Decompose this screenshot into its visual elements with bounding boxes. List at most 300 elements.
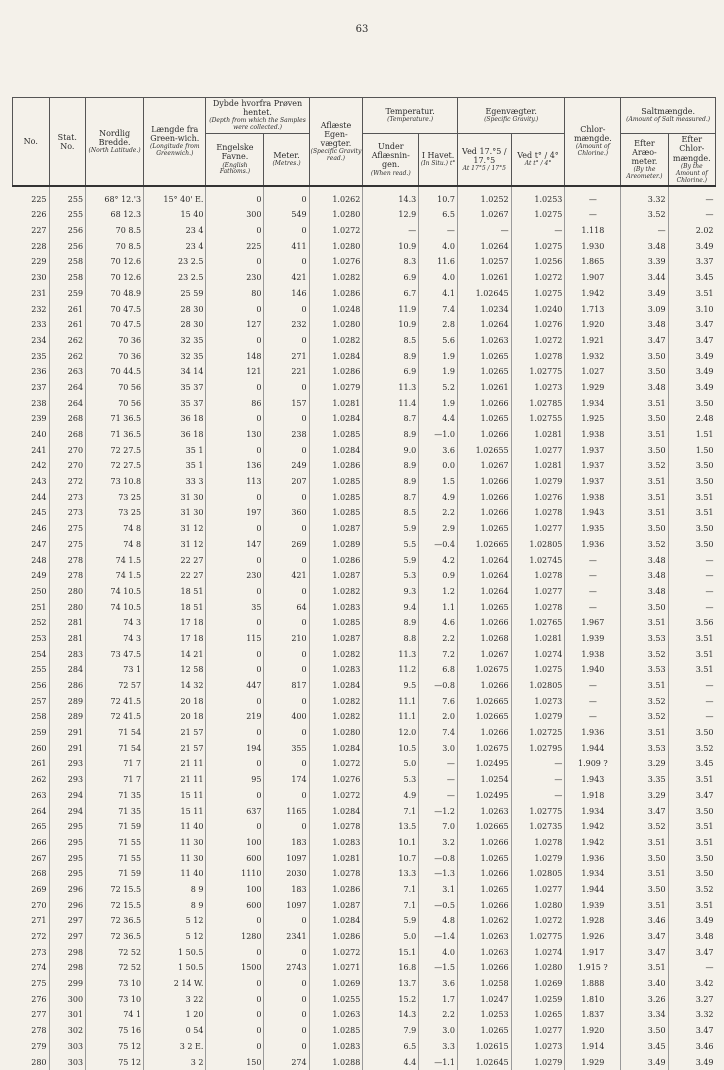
table-cell: — xyxy=(668,186,715,207)
table-cell: 275 xyxy=(49,521,86,537)
table-cell: 1.0266 xyxy=(457,489,511,505)
table-cell: 1.0265 xyxy=(457,850,511,866)
table-cell: 1.0248 xyxy=(309,301,363,317)
table-cell: 7.4 xyxy=(419,725,458,741)
table-cell: 1.0265 xyxy=(457,364,511,380)
table-cell: 1.0280 xyxy=(511,897,565,913)
table-cell: 148 xyxy=(206,348,264,364)
table-cell: 74 8 xyxy=(86,537,144,553)
table-cell: 68° 12.'3 xyxy=(86,186,144,207)
table-row xyxy=(13,646,716,662)
table-cell: 1.0278 xyxy=(309,819,363,835)
table-cell: 0.9 xyxy=(419,568,458,584)
table-cell: 1.0281 xyxy=(511,427,565,443)
table-cell: 5.0 xyxy=(363,929,419,945)
table-cell: 11 40 xyxy=(144,866,206,882)
table-cell: 238 xyxy=(264,427,309,443)
table-cell: 0 xyxy=(264,615,309,631)
table-cell: 2 14 W. xyxy=(144,976,206,992)
table-cell: 7.1 xyxy=(363,882,419,898)
table-cell: —1.0 xyxy=(419,427,458,443)
table-cell: 0 xyxy=(206,333,264,349)
table-cell: 0 xyxy=(264,913,309,929)
table-cell: 286 xyxy=(49,678,86,694)
table-cell: 3.50 xyxy=(621,364,668,380)
table-cell: 295 xyxy=(49,850,86,866)
table-cell: 1.0256 xyxy=(511,254,565,270)
table-cell: 241 xyxy=(31,445,47,455)
table-cell: 4.0 xyxy=(419,270,458,286)
table-cell: 197 xyxy=(206,505,264,521)
table-cell: 298 xyxy=(49,960,86,976)
table-cell: 9.5 xyxy=(363,678,419,694)
table-cell: 1.0265 xyxy=(457,1023,511,1039)
table-cell: 269 xyxy=(31,884,47,894)
table-cell: 3.51 xyxy=(668,662,715,678)
table-cell: 0 xyxy=(264,991,309,1007)
table-cell: 5 12 xyxy=(144,929,206,945)
table-row xyxy=(13,772,716,788)
table-cell: 3.50 xyxy=(668,521,715,537)
table-cell: 246 xyxy=(31,524,47,534)
table-cell: 275 xyxy=(49,537,86,553)
table-cell: 4.0 xyxy=(419,944,458,960)
table-cell: 244 xyxy=(31,492,47,502)
table-row xyxy=(13,411,716,427)
table-cell: 1.967 xyxy=(565,615,621,631)
table-row xyxy=(13,254,716,270)
table-cell: 268 xyxy=(49,411,86,427)
table-cell: 297 xyxy=(49,913,86,929)
table-cell: 3.49 xyxy=(621,1054,668,1070)
table-cell: —1.1 xyxy=(419,1054,458,1070)
table-cell: 1.0283 xyxy=(309,662,363,678)
table-cell: 3.47 xyxy=(621,929,668,945)
table-cell: 1.0281 xyxy=(309,395,363,411)
table-cell: 3.51 xyxy=(621,835,668,851)
table-cell: 3.50 xyxy=(668,458,715,474)
table-cell: 146 xyxy=(264,286,309,302)
table-cell: 6.5 xyxy=(419,207,458,223)
table-row xyxy=(13,599,716,615)
table-cell: 23 4 xyxy=(144,238,206,254)
table-cell: 3.46 xyxy=(668,1039,715,1055)
table-row xyxy=(13,662,716,678)
table-cell: 72 27.5 xyxy=(86,442,144,458)
table-cell: 1.929 xyxy=(565,1054,621,1070)
table-cell: 74 3 xyxy=(86,631,144,647)
table-cell: 1.0265 xyxy=(457,521,511,537)
table-cell: 207 xyxy=(264,474,309,490)
table-cell: 14.3 xyxy=(363,1007,419,1023)
table-cell: 35 37 xyxy=(144,380,206,396)
table-cell: — xyxy=(668,709,715,725)
table-row xyxy=(13,552,716,568)
table-cell: 73 25 xyxy=(86,505,144,521)
table-cell: 1.0266 xyxy=(457,835,511,851)
table-cell: 1.02645 xyxy=(457,1054,511,1070)
header-chlorine: Chlor-mængde. (Amount of Chlorine.) xyxy=(565,98,621,187)
table-cell: 1.0282 xyxy=(309,333,363,349)
table-cell: — xyxy=(511,756,565,772)
table-cell: 11.4 xyxy=(363,395,419,411)
table-cell: 1.932 xyxy=(565,348,621,364)
table-cell: 1.944 xyxy=(565,882,621,898)
header-fathoms: Engelske Favne. (English Fathoms.) xyxy=(206,134,264,187)
table-cell: 1.0284 xyxy=(309,411,363,427)
table-cell: 1 20 xyxy=(144,1007,206,1023)
table-cell: 1.0276 xyxy=(511,317,565,333)
table-cell: 71 36.5 xyxy=(86,427,144,443)
table-cell: 3.3 xyxy=(419,1039,458,1055)
table-cell: — xyxy=(419,223,458,239)
table-cell: 232 xyxy=(264,317,309,333)
table-cell: 11 40 xyxy=(144,819,206,835)
table-cell: 8 9 xyxy=(144,897,206,913)
table-row xyxy=(13,286,716,302)
table-cell: 4.2 xyxy=(419,552,458,568)
table-cell: 600 xyxy=(206,850,264,866)
table-cell: 14 32 xyxy=(144,678,206,694)
table-cell: 11.1 xyxy=(363,693,419,709)
table-cell: 1.0269 xyxy=(511,976,565,992)
table-cell: 637 xyxy=(206,803,264,819)
table-cell: 3.51 xyxy=(621,725,668,741)
table-cell: 268 xyxy=(31,869,47,879)
table-cell: 252 xyxy=(31,618,47,628)
table-cell: 68 12.3 xyxy=(86,207,144,223)
table-row xyxy=(13,803,716,819)
table-cell: 3.29 xyxy=(621,756,668,772)
table-cell: 15.2 xyxy=(363,991,419,1007)
table-row xyxy=(13,395,716,411)
table-cell: 3.09 xyxy=(621,301,668,317)
table-cell: 271 xyxy=(264,348,309,364)
table-cell: 279 xyxy=(31,1041,47,1051)
table-cell: 239 xyxy=(31,414,47,424)
table-cell: 3.50 xyxy=(668,850,715,866)
table-cell: 3.47 xyxy=(621,944,668,960)
table-cell: 8.9 xyxy=(363,458,419,474)
table-cell: 1.0264 xyxy=(457,584,511,600)
table-cell: 1.0264 xyxy=(457,552,511,568)
table-cell: 11 30 xyxy=(144,850,206,866)
table-cell: 284 xyxy=(49,662,86,678)
table-cell: 86 xyxy=(206,395,264,411)
table-cell: 1.938 xyxy=(565,489,621,505)
table-cell: 3.50 xyxy=(621,599,668,615)
table-cell: 147 xyxy=(206,537,264,553)
table-cell: 1.865 xyxy=(565,254,621,270)
table-cell: 1.0274 xyxy=(511,944,565,960)
table-cell: 0 xyxy=(264,756,309,772)
table-cell: 1.0262 xyxy=(457,913,511,929)
table-cell: 0 xyxy=(264,411,309,427)
table-cell: 1.0259 xyxy=(511,991,565,1007)
table-cell: 3.52 xyxy=(621,646,668,662)
table-cell: 15 11 xyxy=(144,788,206,804)
table-cell: — xyxy=(668,568,715,584)
table-cell: 1.914 xyxy=(565,1039,621,1055)
table-cell: — xyxy=(419,772,458,788)
table-cell: 1.0286 xyxy=(309,929,363,945)
table-cell: 1.0253 xyxy=(511,186,565,207)
table-cell: 34 14 xyxy=(144,364,206,380)
table-cell: 1.0266 xyxy=(457,960,511,976)
table-cell: 263 xyxy=(49,364,86,380)
table-cell: 0 xyxy=(206,646,264,662)
table-cell: 1.02665 xyxy=(457,709,511,725)
table-cell: 226 xyxy=(31,210,47,220)
table-cell: 8.8 xyxy=(363,631,419,647)
table-row xyxy=(13,615,716,631)
table-cell: 1.713 xyxy=(565,301,621,317)
table-cell: 260 xyxy=(31,743,47,753)
table-cell: 257 xyxy=(31,696,47,706)
table-cell: 1.0285 xyxy=(309,1023,363,1039)
table-cell: 74 1 xyxy=(86,1007,144,1023)
table-cell: 1.0277 xyxy=(511,882,565,898)
table-cell: 72 27.5 xyxy=(86,458,144,474)
table-cell: 230 xyxy=(31,273,47,283)
table-cell: 194 xyxy=(206,740,264,756)
table-cell: 35 37 xyxy=(144,395,206,411)
header-temp-group: Temperatur. (Temperature.) xyxy=(363,98,458,134)
table-cell: 1.0282 xyxy=(309,693,363,709)
table-cell: 1.0275 xyxy=(511,238,565,254)
table-cell: 70 47.5 xyxy=(86,317,144,333)
table-cell: 294 xyxy=(49,803,86,819)
table-cell: 3.45 xyxy=(668,270,715,286)
table-cell: 8.9 xyxy=(363,474,419,490)
table-cell: 72 57 xyxy=(86,678,144,694)
table-cell: 295 xyxy=(49,819,86,835)
table-cell: 3.27 xyxy=(668,991,715,1007)
table-cell: 13.5 xyxy=(363,819,419,835)
table-cell: 3.50 xyxy=(621,850,668,866)
table-cell: 3.48 xyxy=(621,552,668,568)
table-cell: 1.0278 xyxy=(511,568,565,584)
table-cell: 278 xyxy=(49,552,86,568)
table-cell: 1.921 xyxy=(565,333,621,349)
table-cell: 3.50 xyxy=(668,866,715,882)
table-cell: 0 xyxy=(206,913,264,929)
table-cell: 21 57 xyxy=(144,740,206,756)
table-cell: 225 xyxy=(206,238,264,254)
table-cell: 1.0283 xyxy=(309,599,363,615)
table-cell: 281 xyxy=(49,615,86,631)
table-cell: 100 xyxy=(206,882,264,898)
table-cell: —1.4 xyxy=(419,929,458,945)
table-cell: 1.9 xyxy=(419,395,458,411)
table-cell: 36 18 xyxy=(144,411,206,427)
table-cell: 3.44 xyxy=(621,270,668,286)
table-cell: 1.0287 xyxy=(309,897,363,913)
table-cell: 5.9 xyxy=(363,913,419,929)
table-cell: 70 36 xyxy=(86,348,144,364)
table-cell: 245 xyxy=(31,508,47,518)
table-cell: 1.0275 xyxy=(511,207,565,223)
table-cell: 237 xyxy=(31,382,47,392)
table-cell: 35 xyxy=(206,599,264,615)
table-cell: 400 xyxy=(264,709,309,725)
table-cell: 1.0284 xyxy=(309,348,363,364)
table-cell: 1.0280 xyxy=(309,238,363,254)
table-cell: 1.0288 xyxy=(309,1054,363,1070)
table-cell: 293 xyxy=(49,756,86,772)
table-cell: 261 xyxy=(49,301,86,317)
header-depth-group: Dybde hvorfra Prøven hentet. (Depth from which the Samples were collected.) xyxy=(206,98,309,134)
table-cell: — xyxy=(511,788,565,804)
header-stat-no: Stat. No. xyxy=(49,98,86,187)
table-cell: 71 55 xyxy=(86,850,144,866)
table-cell: 1.942 xyxy=(565,286,621,302)
table-cell: 270 xyxy=(49,458,86,474)
table-cell: 1.0263 xyxy=(309,1007,363,1023)
table-cell: 2743 xyxy=(264,960,309,976)
table-cell: 3.45 xyxy=(668,756,715,772)
table-cell: 238 xyxy=(31,398,47,408)
table-cell: 1.939 xyxy=(565,897,621,913)
table-cell: 3.6 xyxy=(419,442,458,458)
table-cell: 3.50 xyxy=(621,521,668,537)
table-cell: 270 xyxy=(31,900,47,910)
table-row xyxy=(13,427,716,443)
table-cell: 0 xyxy=(206,615,264,631)
table-cell: 1.0273 xyxy=(511,380,565,396)
table-cell: 3.53 xyxy=(621,662,668,678)
table-cell: 32 35 xyxy=(144,333,206,349)
table-cell: 3.49 xyxy=(668,913,715,929)
table-cell: 219 xyxy=(206,709,264,725)
table-cell: 302 xyxy=(49,1023,86,1039)
table-cell: 1.0281 xyxy=(309,850,363,866)
table-cell: 270 xyxy=(49,442,86,458)
table-cell: 293 xyxy=(49,772,86,788)
table-cell: 298 xyxy=(49,944,86,960)
table-cell: 1.918 xyxy=(565,788,621,804)
table-cell: 3 2 xyxy=(144,1054,206,1070)
table-cell: 262 xyxy=(31,775,47,785)
table-cell: 3.51 xyxy=(668,631,715,647)
header-salt-group: Saltmængde. (Amount of Salt measured.) xyxy=(621,98,716,134)
table-cell: 3.51 xyxy=(621,615,668,631)
table-cell: 1.0275 xyxy=(511,662,565,678)
table-cell: 3.48 xyxy=(621,380,668,396)
table-cell: 231 xyxy=(31,288,47,298)
table-cell: 1.929 xyxy=(565,380,621,396)
table-cell: 3.37 xyxy=(668,254,715,270)
table-cell: 72 15.5 xyxy=(86,897,144,913)
table-cell: 8.7 xyxy=(363,411,419,427)
table-cell: 1.50 xyxy=(668,442,715,458)
table-cell: 0 xyxy=(206,301,264,317)
table-cell: 183 xyxy=(264,835,309,851)
table-cell: 8.9 xyxy=(363,348,419,364)
table-cell: 1.0286 xyxy=(309,364,363,380)
table-cell: 74 8 xyxy=(86,521,144,537)
table-cell: 35 1 xyxy=(144,458,206,474)
table-cell: 3.52 xyxy=(621,458,668,474)
table-cell: 1.0285 xyxy=(309,474,363,490)
table-cell: 74 10.5 xyxy=(86,599,144,615)
table-cell: 1.937 xyxy=(565,474,621,490)
table-cell: 1.0284 xyxy=(309,678,363,694)
table-cell: 421 xyxy=(264,270,309,286)
table-cell: 1.9 xyxy=(419,348,458,364)
table-cell: 3.53 xyxy=(621,631,668,647)
table-cell: 1.0266 xyxy=(457,866,511,882)
table-cell: 249 xyxy=(264,458,309,474)
table-cell: 2.8 xyxy=(419,317,458,333)
table-cell: 3.51 xyxy=(668,819,715,835)
table-cell: 16.8 xyxy=(363,960,419,976)
table-cell: 273 xyxy=(31,947,47,957)
table-cell: 2.0 xyxy=(419,709,458,725)
table-cell: 1.934 xyxy=(565,803,621,819)
table-cell: 70 56 xyxy=(86,380,144,396)
table-cell: 3.52 xyxy=(668,740,715,756)
table-cell: 5.3 xyxy=(363,568,419,584)
table-cell: 3.52 xyxy=(668,882,715,898)
table-cell: 1.936 xyxy=(565,537,621,553)
table-cell: 1.0274 xyxy=(511,646,565,662)
table-cell: 5.9 xyxy=(363,552,419,568)
table-cell: 1.0265 xyxy=(457,348,511,364)
table-cell: 11.3 xyxy=(363,380,419,396)
table-cell: 1.938 xyxy=(565,427,621,443)
table-cell: — xyxy=(511,772,565,788)
table-cell: — xyxy=(457,223,511,239)
table-cell: 303 xyxy=(49,1039,86,1055)
table-cell: 70 44.5 xyxy=(86,364,144,380)
table-cell: 6.9 xyxy=(363,270,419,286)
table-cell: 25 59 xyxy=(144,286,206,302)
table-cell: 73 10.8 xyxy=(86,474,144,490)
table-cell: 1.0287 xyxy=(309,521,363,537)
table-cell: 0 xyxy=(264,944,309,960)
table-cell: 3.48 xyxy=(621,238,668,254)
table-cell: 1.0266 xyxy=(457,725,511,741)
table-cell: 70 56 xyxy=(86,395,144,411)
table-row xyxy=(13,223,716,239)
table-cell: 1.0276 xyxy=(309,254,363,270)
table-cell: 1.0284 xyxy=(309,740,363,756)
table-cell: 0 xyxy=(206,662,264,678)
table-cell: 0 xyxy=(206,521,264,537)
table-cell: 3.50 xyxy=(621,442,668,458)
table-cell: 1.0272 xyxy=(309,788,363,804)
table-cell: 3.45 xyxy=(621,1039,668,1055)
table-cell: — xyxy=(668,552,715,568)
table-cell: 1.0272 xyxy=(511,270,565,286)
table-cell: 289 xyxy=(49,709,86,725)
table-cell: 3.46 xyxy=(621,913,668,929)
table-cell: 3.50 xyxy=(668,803,715,819)
table-cell: 1.0279 xyxy=(511,850,565,866)
table-cell: 8.5 xyxy=(363,505,419,521)
table-cell: 1.02675 xyxy=(457,740,511,756)
table-cell: 11.9 xyxy=(363,301,419,317)
table-cell: 28 30 xyxy=(144,301,206,317)
table-cell: 1.5 xyxy=(419,474,458,490)
table-cell: 0 xyxy=(264,725,309,741)
table-cell: 1.934 xyxy=(565,395,621,411)
table-cell: 70 8.5 xyxy=(86,238,144,254)
table-cell: — xyxy=(621,223,668,239)
table-cell: 121 xyxy=(206,364,264,380)
table-cell: 1.0273 xyxy=(511,1039,565,1055)
